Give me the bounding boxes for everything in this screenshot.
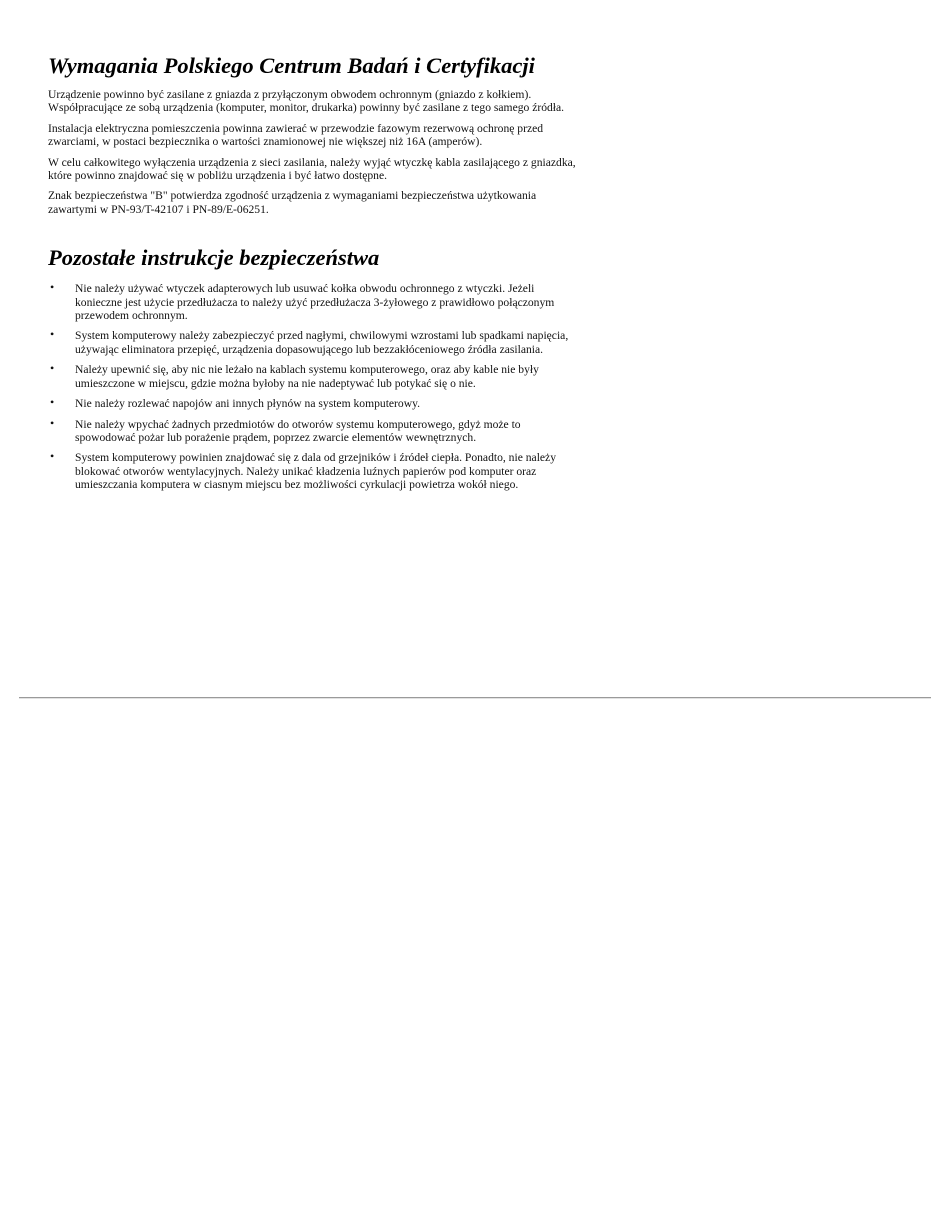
- list-item-text: Nie należy używać wtyczek adapterowych lub usuwać kołka obwodu ochronnego z wtyczki. Jeżeli konieczne jest użycie przedłużacza to należy użyć przedłużacza 3-żyłowego z prawidłowo połączonym przewodem ochronnym.: [75, 282, 555, 323]
- bullet-icon: •: [50, 361, 55, 376]
- other-safety-instructions-section: [48, 244, 588, 491]
- bullet-icon: •: [50, 280, 55, 295]
- list-item-text: Należy upewnić się, aby nic nie leżało na kablach systemu komputerowego, oraz aby kable nie były umieszczone w miejscu, gdzie można byłoby na nie nadeptywać lub potykać się o nie.: [75, 363, 539, 390]
- document-content: [48, 52, 588, 499]
- list-item-text: Nie należy rozlewać napojów ani innych płynów na system komputerowy.: [75, 397, 421, 411]
- horizontal-divider: [19, 697, 931, 699]
- paragraph-electrical-installation: Instalacja elektryczna pomieszczenia powinna zawierać w przewodzie fazowym rezerwową ochronę przed zwarciami, w postaci bezpiecznika o wartości znamionowej nie większej niż 16A (amperów).: [48, 121, 544, 149]
- paragraph-power-supply: Urządzenie powinno być zasilane z gniazda z przyłączonym obwodem ochronnym (gniazdo z kołkiem). Współpracujące ze sobą urządzenia (komputer, monitor, drukarka) powinny być zasilane z tego samego źródła.: [48, 88, 565, 115]
- list-item: [48, 363, 577, 390]
- bullet-icon: •: [50, 415, 55, 430]
- list-item: [48, 282, 577, 322]
- bullet-icon: •: [50, 395, 55, 410]
- paragraph-power-disconnect: W celu całkowitego wyłączenia urządzenia z sieci zasilania, należy wyjąć wtyczkę kabla zasilającego z gniazdka, które powinno znajdować się w pobliżu urządzenia i być łatwo dostępne.: [48, 155, 576, 183]
- list-item: [48, 415, 577, 445]
- list-item: [48, 329, 577, 356]
- paragraph-safety-mark: Znak bezpieczeństwa "B" potwierdza zgodność urządzenia z wymaganiami bezpieczeństwa użytkowania zawartymi w PN-93/T-42107 i PN-89/E-06251.: [48, 189, 537, 216]
- list-item: [48, 397, 577, 410]
- section-title-other-safety: Pozostałe instrukcje bezpieczeństwa: [48, 245, 380, 271]
- list-item-text: Nie należy wpychać żadnych przedmiotów do otworów systemu komputerowego, gdyż może to spowodować pożar lub porażenie prądem, poprzez zwarcie elementów wewnętrznych.: [75, 417, 521, 444]
- section-title-pcbc: Wymagania Polskiego Centrum Badań i Certyfikacji: [48, 53, 535, 78]
- bullet-icon: •: [50, 327, 55, 342]
- list-item: [48, 451, 577, 491]
- list-item-text: System komputerowy powinien znajdować się z dala od grzejników i źródeł ciepła. Ponadto, nie należy blokować otworów wentylacyjnych. Należy unikać kładzenia luźnych papierów pod komputer oraz umieszczania komputera w ciasnym miejscu bez możliwości cyrkulacji powietrza wokół niego.: [75, 451, 556, 492]
- list-item-text: System komputerowy należy zabezpieczyć przed nagłymi, chwilowymi wzrostami lub spadkami napięcia, używając eliminatora przepięć, urządzenia dopasowującego lub bezzakłóceniowego źródła zasilania.: [75, 329, 569, 356]
- safety-instructions-list: [48, 282, 588, 491]
- bullet-icon: •: [50, 449, 55, 464]
- pcbc-requirements-section: [48, 52, 588, 216]
